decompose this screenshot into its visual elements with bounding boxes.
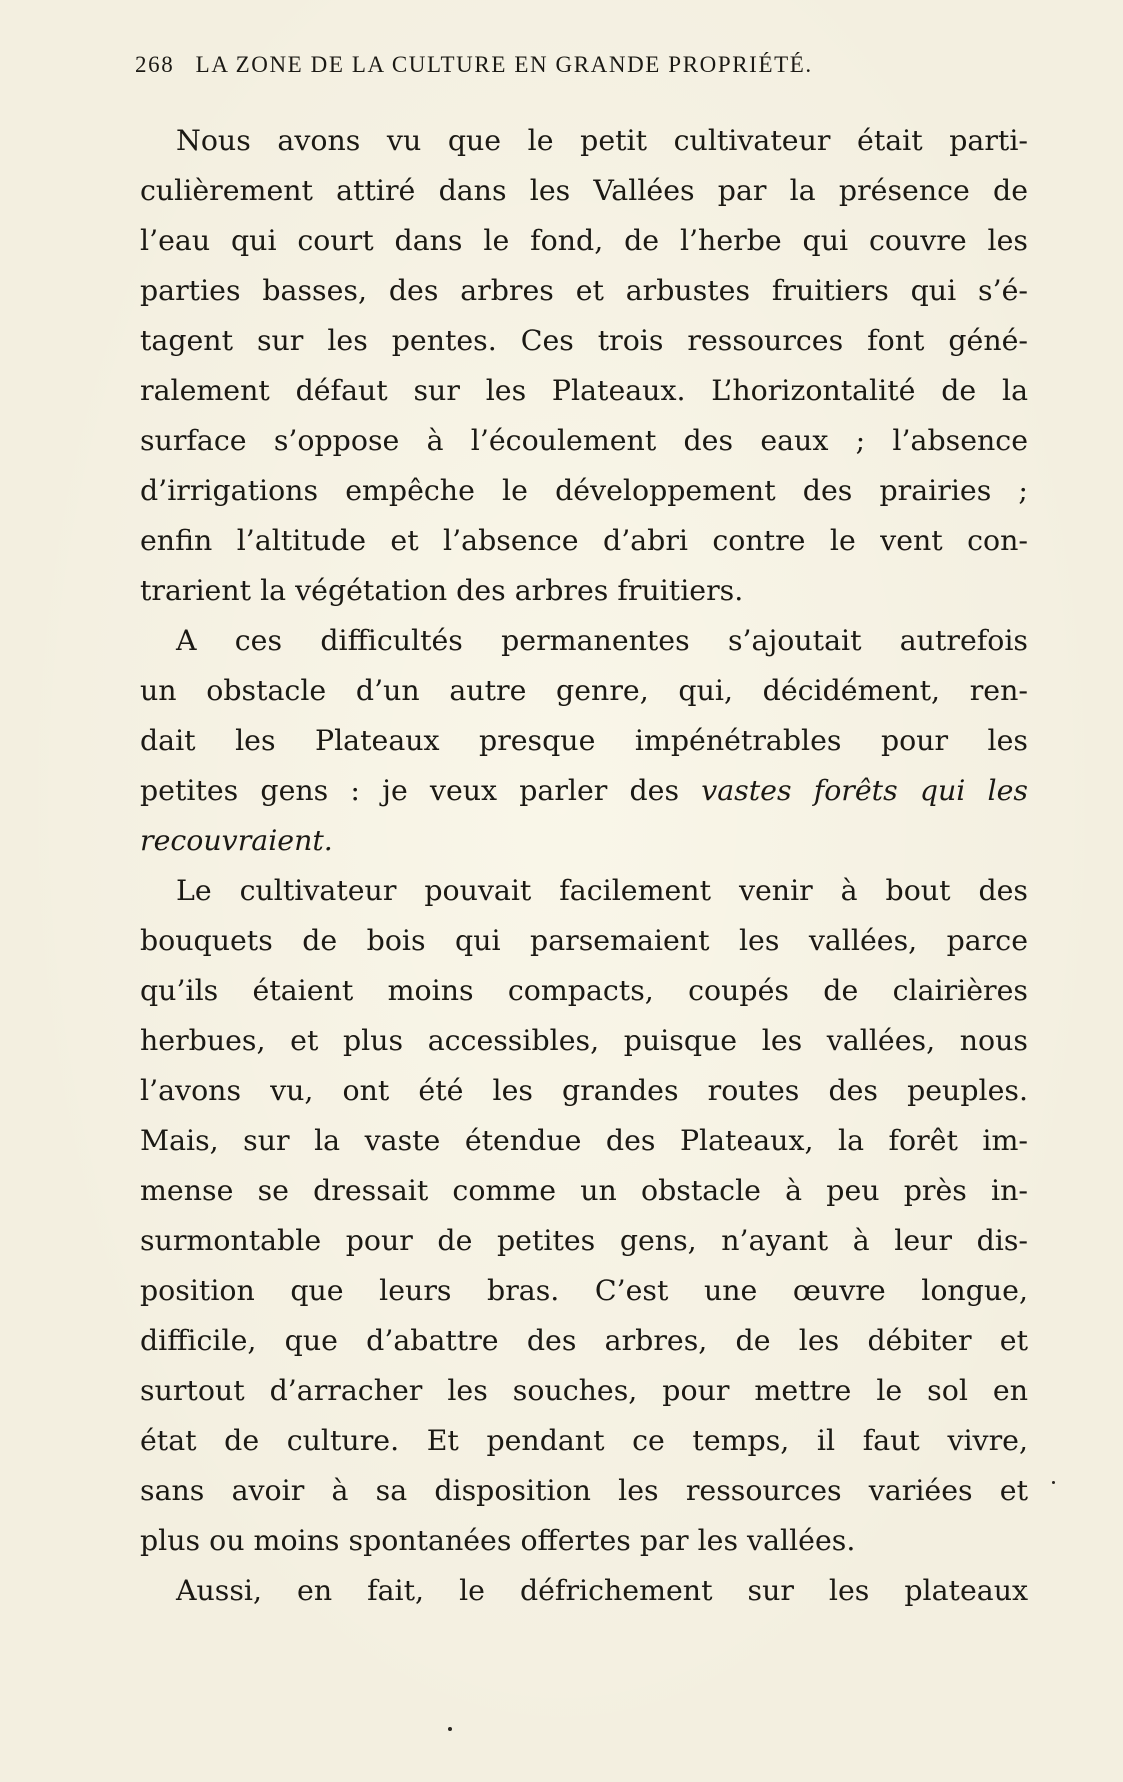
text-line: A ces difficultés permanentes s’ajoutait autrefois [176,624,1028,657]
running-title: LA ZONE DE LA CULTURE EN GRANDE PROPRIÉTÉ. [195,52,813,77]
text-line: tagent sur les pentes. Ces trois ressources font géné- [140,324,1028,357]
text-line: culièrement attiré dans les Vallées par la présence de [140,174,1028,207]
text-line: enfin l’altitude et l’absence d’abri contre le vent con- [140,524,1028,557]
text-line: surtout d’arracher les souches, pour mettre le sol en [140,1374,1028,1407]
italic-run: recouvraient. [140,824,333,857]
print-speck [448,1727,452,1731]
text-line: Le cultivateur pouvait facilement venir à bout des [176,874,1028,907]
text-line: l’avons vu, ont été les grandes routes des peuples. [140,1074,1028,1107]
text-line: état de culture. Et pendant ce temps, il faut vivre, [140,1424,1028,1457]
text-line: bouquets de bois qui parsemaient les vallées, parce [140,924,1028,957]
page-number: 268 [135,52,175,77]
text-line: l’eau qui court dans le fond, de l’herbe qui couvre les [140,224,1028,257]
text-line: surmontable pour de petites gens, n’ayant à leur dis- [140,1224,1028,1257]
text-line: Aussi, en fait, le défrichement sur les plateaux [176,1574,1028,1607]
text-line: surface s’oppose à l’écoulement des eaux ; l’absence [140,424,1028,457]
text-line: sans avoir à sa disposition les ressources variées et [140,1474,1028,1507]
body-text [140,116,1028,1616]
text-line [140,766,1028,816]
text-run: petites gens : je veux parler des [140,774,702,807]
text-line: un obstacle d’un autre genre, qui, décidément, ren- [140,674,1028,707]
text-line: Nous avons vu que le petit cultivateur était parti- [176,124,1028,157]
text-line: ralement défaut sur les Plateaux. L’horizontalité de la [140,374,1028,407]
text-line: mense se dressait comme un obstacle à peu près in- [140,1174,1028,1207]
running-head [135,52,1005,88]
text-line: herbues, et plus accessibles, puisque les vallées, nous [140,1024,1028,1057]
text-line: Mais, sur la vaste étendue des Plateaux, la forêt im- [140,1124,1028,1157]
text-line: position que leurs bras. C’est une œuvre longue, [140,1274,1028,1307]
text-line: plus ou moins spontanées offertes par les vallées. [140,1524,856,1557]
text-line: dait les Plateaux presque impénétrables pour les [140,724,1028,757]
text-line: parties basses, des arbres et arbustes fruitiers qui s’é- [140,274,1028,307]
text-line: qu’ils étaient moins compacts, coupés de clairières [140,974,1028,1007]
text-line: d’irrigations empêche le développement des prairies ; [140,474,1028,507]
text-line: trarient la végétation des arbres fruitiers. [140,574,744,607]
text-line: difficile, que d’abattre des arbres, de les débiter et [140,1324,1028,1357]
print-speck [1052,1481,1055,1484]
italic-run: vastes forêts qui les [701,774,1028,807]
text-line [140,816,1028,866]
